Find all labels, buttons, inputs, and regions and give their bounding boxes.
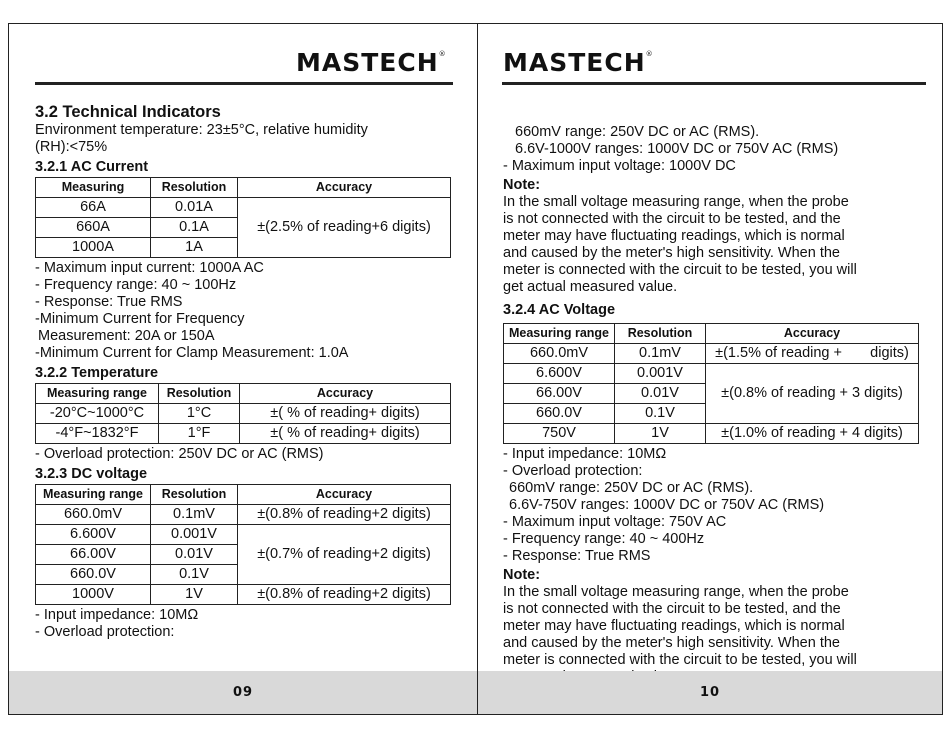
- table-cell: ±(0.8% of reading + 3 digits): [706, 364, 919, 424]
- table-cell: -4°F~1832°F: [36, 424, 159, 444]
- table-cell: ±(0.7% of reading+2 digits): [238, 525, 451, 585]
- table-cell: 1V: [151, 585, 238, 605]
- table-cell: ±( % of reading+ digits): [240, 424, 451, 444]
- note-line: get actual measured value.: [503, 279, 678, 295]
- table-cell: 1000V: [36, 585, 151, 605]
- spec-line: Measurement: 20A or 150A: [38, 328, 215, 344]
- environment-line: Environment temperature: 23±5°C, relative humidity: [35, 122, 368, 138]
- table-cell: 0.1V: [151, 565, 238, 585]
- spec-line: - Frequency range: 40 ~ 100Hz: [35, 277, 237, 293]
- spec-line: - Overload protection:: [503, 463, 643, 479]
- table-row: [36, 525, 451, 545]
- table-header: Accuracy: [240, 384, 451, 404]
- table-cell: 66A: [36, 198, 151, 218]
- table-cell: 1°C: [159, 404, 240, 424]
- spec-line: 660mV range: 250V DC or AC (RMS).: [509, 480, 754, 496]
- table-cell: 0.01V: [615, 384, 706, 404]
- left-content: [35, 100, 455, 641]
- table-cell: 1°F: [159, 424, 240, 444]
- spec-line: - Input impedance: 10MΩ: [503, 446, 667, 462]
- header-rule: [35, 82, 453, 85]
- spec-line: - Maximum input voltage: 750V AC: [503, 514, 727, 530]
- table-row: [36, 585, 451, 605]
- table-header: Measuring range: [36, 485, 151, 505]
- spec-line: - Overload protection: 250V DC or AC (RMS): [35, 446, 324, 462]
- table-cell: 0.01A: [151, 198, 238, 218]
- table-header: Accuracy: [238, 485, 451, 505]
- brand-logo: MASTECH®: [296, 48, 447, 77]
- spec-line: - Maximum input current: 1000A AC: [35, 260, 264, 276]
- note-line: In the small voltage measuring range, when the probe: [503, 194, 849, 210]
- right-content: [503, 124, 927, 686]
- table-header: Measuring range: [36, 384, 159, 404]
- table-header: Resolution: [159, 384, 240, 404]
- table-row: [504, 424, 919, 444]
- dc-voltage-title: 3.2.3 DC voltage: [35, 466, 148, 482]
- table-header: Resolution: [151, 485, 238, 505]
- table-cell: ±(1.0% of reading + 4 digits): [706, 424, 919, 444]
- table-cell: 0.01V: [151, 545, 238, 565]
- table-cell: 0.001V: [615, 364, 706, 384]
- brand-logo: MASTECH®: [503, 48, 654, 77]
- ac-current-table: [35, 177, 451, 258]
- ac-voltage-table: [503, 323, 919, 444]
- page-number-footer: [478, 671, 942, 714]
- dc-voltage-table: [35, 484, 451, 605]
- note-line: and caused by the meter's high sensitivity. When the: [503, 245, 840, 261]
- table-cell: 750V: [504, 424, 615, 444]
- table-header: Resolution: [615, 324, 706, 344]
- table-header: Measuring: [36, 178, 151, 198]
- ac-voltage-title: 3.2.4 AC Voltage: [503, 302, 616, 318]
- note-line: and caused by the meter's high sensitivity. When the: [503, 635, 840, 651]
- ac-current-title: 3.2.1 AC Current: [35, 159, 149, 175]
- table-cell: ±(1.5% of reading + digits): [706, 344, 919, 364]
- spec-line: 6.6V-1000V ranges: 1000V DC or 750V AC (RMS): [515, 141, 839, 157]
- table-cell: 660.0V: [504, 404, 615, 424]
- table-cell: 1V: [615, 424, 706, 444]
- temperature-title: 3.2.2 Temperature: [35, 365, 159, 381]
- table-cell: ±(0.8% of reading+2 digits): [238, 585, 451, 605]
- spec-line: - Maximum input voltage: 1000V DC: [503, 158, 736, 174]
- note-line: is not connected with the circuit to be tested, and the: [503, 601, 841, 617]
- table-cell: 0.1mV: [151, 505, 238, 525]
- table-cell: 660.0mV: [504, 344, 615, 364]
- spec-line: 660mV range: 250V DC or AC (RMS).: [515, 124, 760, 140]
- spec-line: -Minimum Current for Frequency: [35, 311, 245, 327]
- page-left: [9, 24, 477, 714]
- page-number: 09: [232, 685, 254, 700]
- manual-spread: [8, 23, 943, 715]
- table-cell: 6.600V: [36, 525, 151, 545]
- table-header: Measuring range: [504, 324, 615, 344]
- note-title: Note:: [503, 567, 541, 583]
- note-line: meter may have fluctuating readings, which is normal: [503, 618, 845, 634]
- spec-line: - Response: True RMS: [503, 548, 651, 564]
- spec-line: - Input impedance: 10MΩ: [35, 607, 199, 623]
- table-cell: 660.0V: [36, 565, 151, 585]
- note-line: is not connected with the circuit to be tested, and the: [503, 211, 841, 227]
- table-cell: 6.600V: [504, 364, 615, 384]
- spec-line: - Response: True RMS: [35, 294, 183, 310]
- table-header: Accuracy: [706, 324, 919, 344]
- table-header: Resolution: [151, 178, 238, 198]
- page-right: [478, 24, 942, 714]
- note-title: Note:: [503, 177, 541, 193]
- table-row: [504, 344, 919, 364]
- table-cell: 660A: [36, 218, 151, 238]
- table-cell: 0.001V: [151, 525, 238, 545]
- table-row: [504, 364, 919, 384]
- table-cell: ±(0.8% of reading+2 digits): [238, 505, 451, 525]
- table-cell: 66.00V: [504, 384, 615, 404]
- note-line: In the small voltage measuring range, when the probe: [503, 584, 849, 600]
- table-cell: ±( % of reading+ digits): [240, 404, 451, 424]
- note-line: meter is connected with the circuit to be tested, you will: [503, 652, 857, 668]
- table-cell: 66.00V: [36, 545, 151, 565]
- header-rule: [502, 82, 926, 85]
- table-row: [36, 404, 451, 424]
- section-title: 3.2 Technical Indicators: [35, 103, 221, 121]
- table-row: [36, 505, 451, 525]
- spec-line: - Frequency range: 40 ~ 400Hz: [503, 531, 705, 547]
- table-cell: 0.1A: [151, 218, 238, 238]
- table-cell: 1A: [151, 238, 238, 258]
- table-cell: ±(2.5% of reading+6 digits): [238, 198, 451, 258]
- note-line: meter may have fluctuating readings, which is normal: [503, 228, 845, 244]
- table-row: [36, 198, 451, 218]
- environment-line: (RH):<75%: [35, 139, 108, 155]
- page-number-footer: [9, 671, 477, 714]
- page-number: 10: [699, 685, 721, 700]
- table-cell: 0.1mV: [615, 344, 706, 364]
- temperature-table: [35, 383, 451, 444]
- table-cell: -20°C~1000°C: [36, 404, 159, 424]
- note-line: meter is connected with the circuit to be tested, you will: [503, 262, 857, 278]
- table-cell: 0.1V: [615, 404, 706, 424]
- table-cell: 660.0mV: [36, 505, 151, 525]
- table-header: Accuracy: [238, 178, 451, 198]
- table-cell: 1000A: [36, 238, 151, 258]
- spec-line: -Minimum Current for Clamp Measurement: 1.0A: [35, 345, 349, 361]
- table-row: [36, 424, 451, 444]
- spec-line: - Overload protection:: [35, 624, 175, 640]
- spec-line: 6.6V-750V ranges: 1000V DC or 750V AC (RMS): [509, 497, 825, 513]
